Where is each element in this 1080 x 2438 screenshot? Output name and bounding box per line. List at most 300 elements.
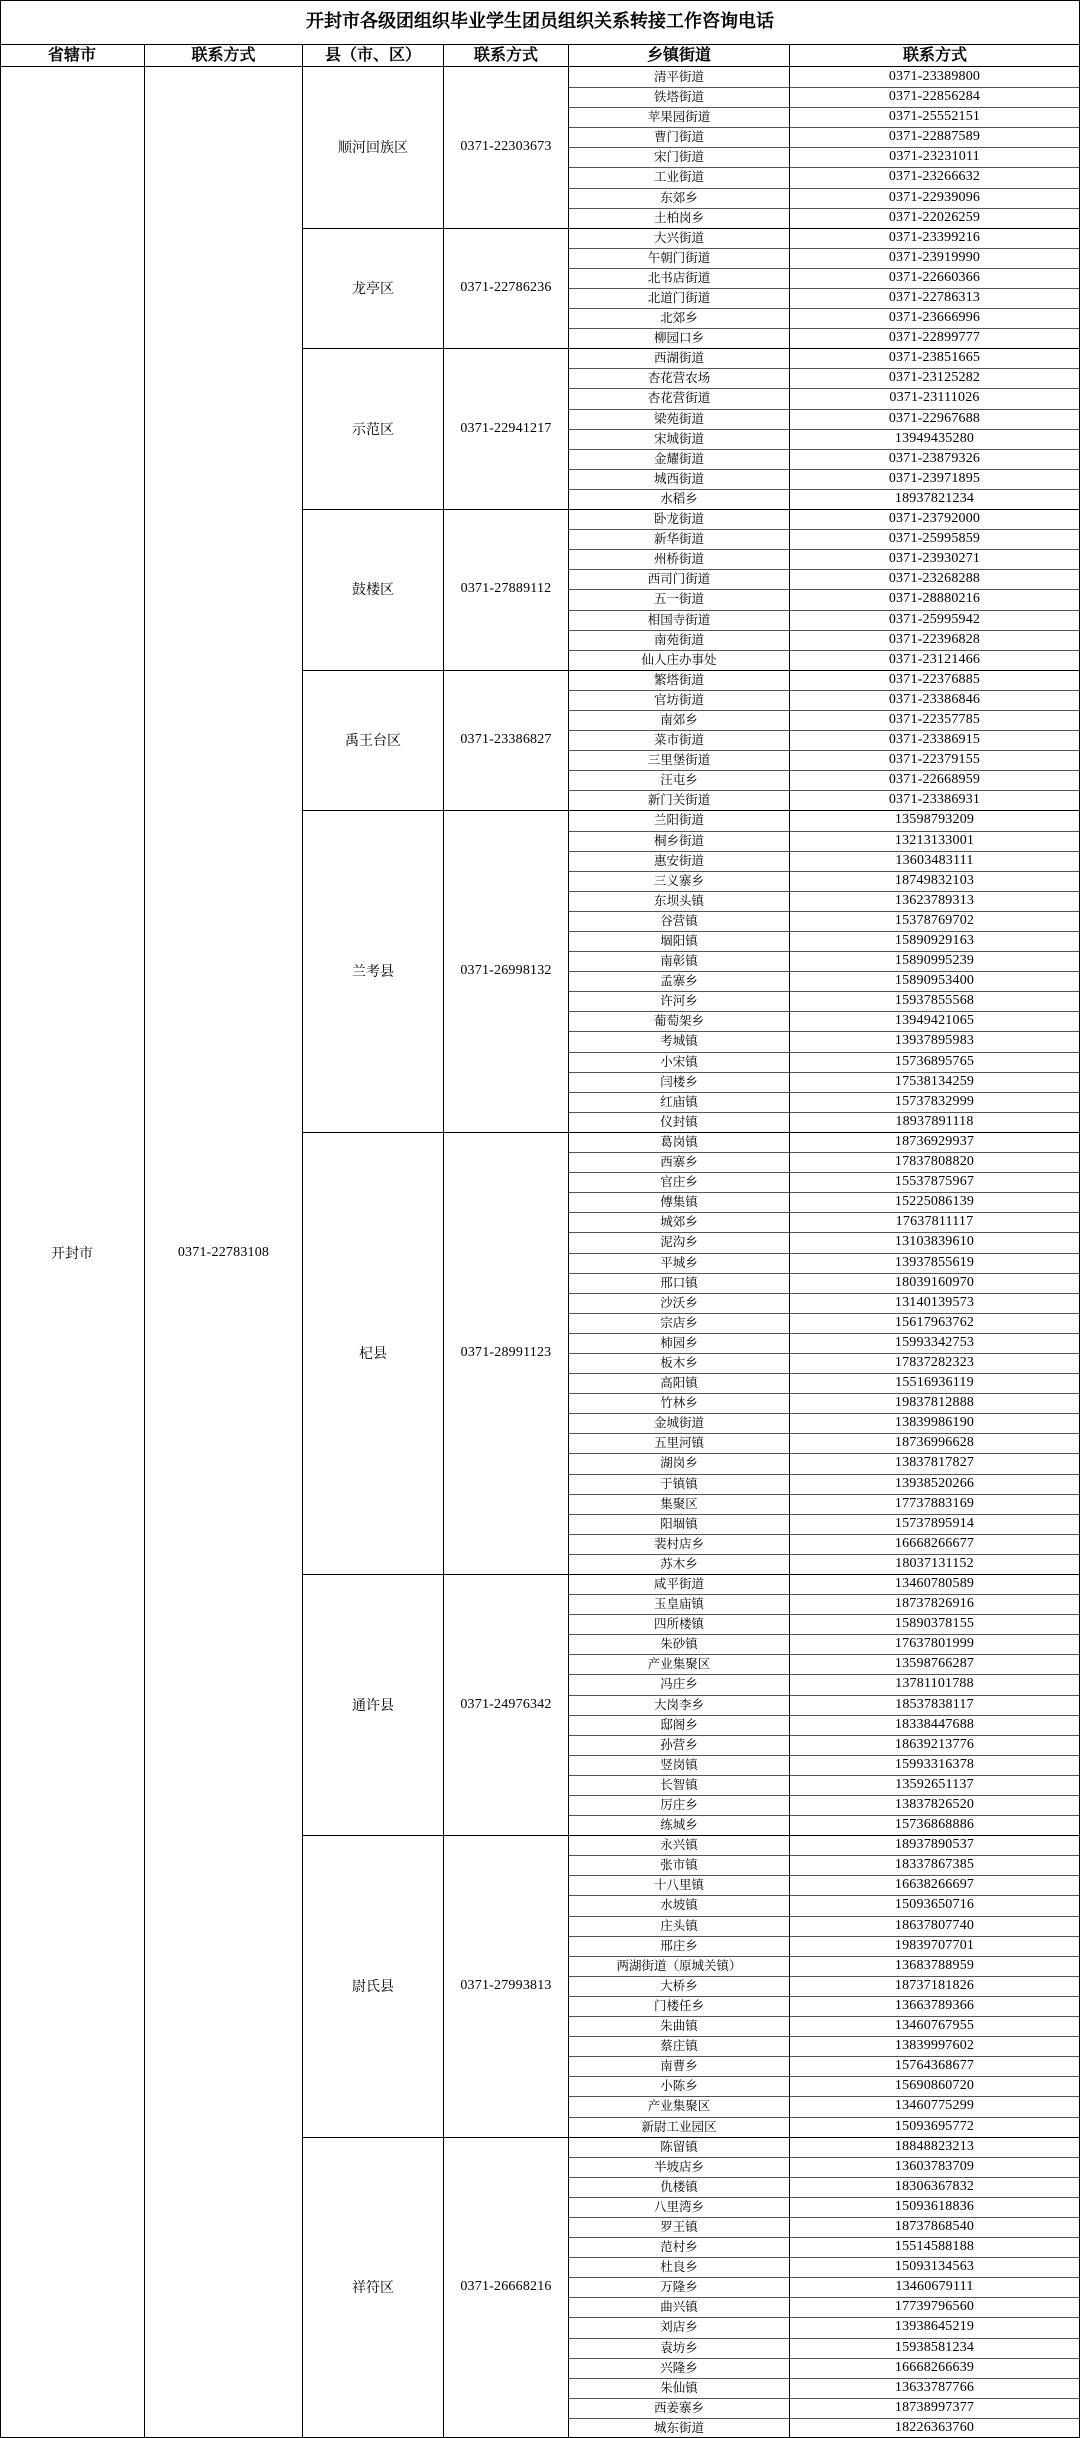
town-name: 兰阳街道	[653, 812, 704, 828]
district-phone: 0371-22786236	[460, 280, 552, 295]
row-divider	[568, 1594, 1079, 1595]
town-phone: 13938520266	[894, 1475, 975, 1491]
town-name: 五里河镇	[653, 1435, 704, 1451]
town-phone: 17837282323	[894, 1354, 975, 1370]
row-divider	[568, 2096, 1079, 2097]
town-phone: 15937855568	[894, 993, 975, 1009]
town-name: 南曹乡	[660, 2058, 698, 2074]
row-divider	[568, 1353, 1079, 1354]
row-divider	[568, 770, 1079, 771]
town-phone: 15938581234	[894, 2339, 975, 2355]
town-phone: 15378769702	[894, 912, 975, 928]
town-phone: 18937821234	[894, 490, 975, 506]
district-divider	[302, 1574, 1079, 1575]
town-name: 菜市街道	[653, 732, 704, 748]
row-divider	[568, 409, 1079, 410]
town-phone: 18039160970	[894, 1274, 975, 1290]
town-name: 杏花营街道	[647, 390, 711, 406]
town-name: 杜良乡	[660, 2259, 698, 2275]
row-divider	[568, 2378, 1079, 2379]
row-divider	[568, 2056, 1079, 2057]
town-phone: 18306367832	[894, 2178, 975, 2194]
row-divider	[568, 1031, 1079, 1032]
column-divider	[789, 44, 790, 2438]
header-district-phone: 联系方式	[473, 45, 538, 64]
town-name: 曲兴镇	[660, 2299, 698, 2315]
header-divider	[0, 66, 1080, 67]
town-phone: 13140139573	[894, 1294, 975, 1310]
row-divider	[568, 368, 1079, 369]
town-name: 卧龙街道	[653, 511, 704, 527]
row-divider	[568, 1413, 1079, 1414]
row-divider	[568, 1433, 1079, 1434]
row-divider	[568, 1313, 1079, 1314]
header-city: 省辖市	[47, 45, 96, 64]
town-phone: 15890995239	[894, 953, 975, 969]
town-name: 午朝门街道	[647, 249, 711, 265]
row-divider	[568, 268, 1079, 269]
town-phone: 0371-23266632	[888, 169, 981, 185]
row-divider	[568, 1634, 1079, 1635]
town-phone: 0371-23125282	[888, 370, 981, 386]
town-phone: 18337867385	[894, 1857, 975, 1873]
district-name: 禹王台区	[345, 733, 401, 750]
district-phone: 0371-28991123	[460, 1344, 552, 1360]
town-phone: 0371-23386846	[888, 691, 981, 707]
town-name: 集聚区	[660, 1495, 698, 1511]
row-divider	[568, 1895, 1079, 1896]
district-name: 祥符区	[352, 2280, 394, 2297]
row-divider	[568, 1072, 1079, 1073]
column-divider	[302, 44, 303, 2438]
town-phone: 15993316378	[894, 1756, 975, 1772]
town-phone: 15093695772	[894, 2118, 975, 2134]
town-phone: 15890953400	[894, 973, 975, 989]
town-phone: 0371-22357785	[888, 711, 981, 727]
town-phone: 15093134563	[894, 2259, 975, 2275]
row-divider	[568, 2317, 1079, 2318]
town-name: 金城街道	[653, 1415, 704, 1431]
town-phone: 0371-28880216	[888, 591, 981, 607]
town-name: 庄头镇	[660, 1917, 698, 1933]
town-name: 南苑街道	[653, 631, 704, 647]
town-name: 板木乡	[660, 1354, 698, 1370]
row-divider	[568, 188, 1079, 189]
row-divider	[568, 328, 1079, 329]
row-divider	[568, 1152, 1079, 1153]
town-name: 苹果园街道	[647, 109, 711, 125]
row-divider	[568, 2338, 1079, 2339]
row-divider	[568, 871, 1079, 872]
row-divider	[568, 1775, 1079, 1776]
row-divider	[568, 1715, 1079, 1716]
row-divider	[568, 147, 1079, 148]
town-name: 朱砂镇	[660, 1636, 698, 1652]
town-phone: 0371-25995942	[888, 611, 981, 627]
row-divider	[568, 469, 1079, 470]
row-divider	[568, 1936, 1079, 1937]
town-phone: 13598766287	[894, 1656, 975, 1672]
header-town-phone: 联系方式	[902, 45, 967, 64]
town-phone: 15516936119	[895, 1375, 974, 1391]
town-name: 西司门街道	[647, 571, 711, 587]
town-name: 铁塔街道	[653, 89, 704, 105]
row-divider	[568, 1916, 1079, 1917]
town-name: 邢庄乡	[660, 1937, 698, 1953]
town-phone: 18736929937	[894, 1133, 975, 1149]
town-phone: 0371-25552151	[888, 109, 981, 125]
town-name: 孟寨乡	[660, 973, 698, 989]
document-title: 开封市各级团组织毕业学生团员组织关系转接工作咨询电话	[0, 0, 1080, 45]
town-phone: 0371-22967688	[888, 410, 981, 426]
district-name: 顺河回族区	[338, 140, 408, 157]
row-divider	[568, 1735, 1079, 1736]
town-phone: 13949421065	[894, 1013, 975, 1029]
town-phone: 13460775299	[894, 2098, 975, 2114]
row-divider	[568, 951, 1079, 952]
town-phone: 13603483111	[895, 852, 974, 868]
town-phone: 13663789366	[894, 1997, 975, 2013]
city-name: 开封市	[51, 1245, 93, 1262]
town-phone: 13837826520	[894, 1797, 975, 1813]
row-divider	[568, 1253, 1079, 1254]
town-name: 高阳镇	[660, 1375, 698, 1391]
town-name: 大岗李乡	[653, 1696, 704, 1712]
town-name: 工业街道	[653, 169, 704, 185]
row-divider	[568, 529, 1079, 530]
town-phone: 13949435280	[894, 430, 975, 446]
town-phone: 16668266677	[894, 1535, 975, 1551]
row-divider	[568, 1855, 1079, 1856]
town-phone: 17739796560	[894, 2299, 975, 2315]
district-divider	[302, 810, 1079, 811]
district-divider	[302, 670, 1079, 671]
town-name: 小陈乡	[660, 2078, 698, 2094]
town-phone: 18037131152	[895, 1555, 974, 1571]
row-divider	[568, 2297, 1079, 2298]
town-phone: 18338447688	[894, 1716, 975, 1732]
town-phone: 15737832999	[894, 1093, 975, 1109]
town-name: 州桥街道	[653, 551, 704, 567]
town-phone: 0371-22379155	[888, 752, 981, 768]
town-name: 厉庄乡	[660, 1797, 698, 1813]
town-phone: 0371-22668959	[888, 772, 981, 788]
town-name: 范村乡	[660, 2239, 698, 2255]
town-phone: 18937891118	[895, 1113, 974, 1129]
district-phone: 0371-27889112	[460, 581, 552, 597]
town-name: 冯庄乡	[660, 1676, 698, 1692]
town-phone: 0371-23386931	[888, 792, 981, 808]
town-name: 相国寺街道	[647, 611, 711, 627]
town-phone: 0371-22939096	[888, 189, 981, 205]
row-divider	[568, 1474, 1079, 1475]
row-divider	[568, 1293, 1079, 1294]
row-divider	[568, 991, 1079, 992]
district-name: 兰考县	[352, 964, 394, 981]
row-divider	[568, 388, 1079, 389]
town-name: 许河乡	[660, 993, 698, 1009]
town-name: 刘店乡	[660, 2319, 698, 2335]
row-divider	[568, 2036, 1079, 2037]
town-name: 练城乡	[660, 1817, 698, 1833]
town-phone: 13781101788	[895, 1676, 974, 1692]
district-name: 尉氏县	[352, 1978, 394, 1995]
row-divider	[568, 2016, 1079, 2017]
town-phone: 18937890537	[894, 1837, 975, 1853]
town-phone: 18737868540	[894, 2218, 975, 2234]
town-phone: 15890929163	[894, 933, 975, 948]
district-divider	[302, 228, 1079, 229]
town-phone: 13683788959	[894, 1957, 975, 1973]
row-divider	[568, 2358, 1079, 2359]
town-name: 咸平街道	[653, 1575, 704, 1591]
town-name: 八里湾乡	[653, 2198, 704, 2214]
row-divider	[568, 1956, 1079, 1957]
row-divider	[568, 1212, 1079, 1213]
row-divider	[568, 1514, 1079, 1515]
town-name: 产业集聚区	[647, 1656, 711, 1672]
town-phone: 13839986190	[894, 1415, 975, 1431]
town-name: 产业集聚区	[647, 2098, 711, 2114]
town-phone: 17737883169	[894, 1495, 975, 1511]
row-divider	[568, 2398, 1079, 2399]
town-name: 竖岗镇	[660, 1756, 698, 1772]
town-phone: 13837817827	[894, 1455, 975, 1471]
row-divider	[568, 589, 1079, 590]
town-name: 宋门街道	[653, 149, 704, 165]
town-phone: 19839707701	[894, 1937, 975, 1953]
town-phone: 0371-22856284	[888, 89, 981, 105]
row-divider	[568, 1112, 1079, 1113]
town-phone: 0371-23930271	[888, 551, 981, 567]
town-name: 仙人庄办事处	[641, 651, 717, 667]
town-name: 门楼任乡	[653, 1997, 704, 2013]
town-name: 长智镇	[660, 1776, 698, 1792]
town-name: 堌阳镇	[660, 933, 698, 948]
row-divider	[568, 1695, 1079, 1696]
town-phone: 15890378155	[894, 1616, 975, 1632]
town-name: 新门关街道	[647, 792, 711, 808]
town-phone: 18738997377	[894, 2399, 975, 2415]
town-phone: 0371-22376885	[888, 671, 981, 687]
city-phone: 0371-22783108	[177, 1244, 270, 1260]
row-divider	[568, 87, 1079, 88]
row-divider	[568, 2237, 1079, 2238]
town-name: 阳堌镇	[660, 1515, 698, 1531]
town-name: 半坡店乡	[653, 2158, 704, 2174]
town-name: 曹门街道	[653, 129, 704, 145]
town-name: 罗王镇	[660, 2218, 698, 2234]
header-town: 乡镇街道	[646, 45, 711, 64]
row-divider	[568, 931, 1079, 932]
row-divider	[568, 167, 1079, 168]
town-phone: 0371-23399216	[888, 229, 981, 245]
town-name: 桐乡街道	[653, 832, 704, 848]
town-phone: 13937855619	[894, 1254, 975, 1270]
town-phone: 0371-23666996	[888, 310, 981, 326]
town-name: 仇楼镇	[660, 2178, 698, 2194]
town-name: 四所楼镇	[653, 1616, 704, 1632]
town-name: 南彰镇	[660, 953, 698, 969]
town-phone: 0371-22887589	[888, 129, 981, 145]
town-name: 金耀街道	[653, 450, 704, 466]
town-name: 大兴街道	[653, 229, 704, 245]
town-phone: 13598793209	[894, 812, 975, 828]
town-phone: 13213133001	[894, 832, 975, 848]
town-name: 官坊街道	[653, 691, 704, 707]
top-border	[0, 0, 1080, 1]
column-divider	[443, 44, 444, 2438]
district-phone: 0371-22303673	[460, 139, 552, 155]
town-name: 葡萄架乡	[653, 1013, 704, 1029]
row-divider	[568, 610, 1079, 611]
town-name: 沙沃乡	[660, 1294, 698, 1310]
district-divider	[302, 348, 1079, 349]
town-phone: 0371-22786313	[888, 290, 981, 306]
town-phone: 0371-23386915	[888, 732, 981, 748]
town-name: 张市镇	[660, 1857, 698, 1873]
row-divider	[568, 248, 1079, 249]
town-name: 傅集镇	[660, 1194, 698, 1210]
row-divider	[568, 1755, 1079, 1756]
header-city-phone: 联系方式	[191, 45, 256, 64]
row-divider	[568, 1393, 1079, 1394]
town-name: 城西街道	[653, 470, 704, 486]
town-name: 西湖街道	[653, 350, 704, 366]
row-divider	[568, 288, 1079, 289]
town-name: 柳园口乡	[653, 330, 704, 346]
row-divider	[568, 2117, 1079, 2118]
town-phone: 15617963762	[894, 1314, 975, 1330]
town-name: 宋城街道	[653, 430, 704, 446]
town-phone: 15736895765	[894, 1053, 975, 1069]
town-name: 湖岗乡	[660, 1455, 698, 1471]
town-name: 孙营乡	[660, 1736, 698, 1752]
town-phone: 15093618836	[894, 2198, 975, 2214]
town-phone: 17837808820	[894, 1154, 975, 1170]
town-name: 城东街道	[653, 2419, 704, 2435]
row-divider	[568, 690, 1079, 691]
town-phone: 15993342753	[894, 1334, 975, 1350]
town-phone: 18537838117	[895, 1696, 974, 1712]
row-divider	[568, 650, 1079, 651]
town-name: 水稻乡	[660, 490, 698, 506]
row-divider	[568, 831, 1079, 832]
row-divider	[568, 1815, 1079, 1816]
row-divider	[568, 1333, 1079, 1334]
column-divider	[0, 44, 1, 2438]
row-divider	[568, 2157, 1079, 2158]
town-phone: 15514588188	[894, 2239, 975, 2255]
town-name: 杏花营农场	[647, 370, 711, 386]
town-name: 谷营镇	[660, 912, 698, 928]
row-divider	[568, 630, 1079, 631]
town-name: 南郊乡	[660, 711, 698, 727]
row-divider	[568, 2418, 1079, 2419]
row-divider	[568, 1614, 1079, 1615]
row-divider	[568, 971, 1079, 972]
town-phone: 15736868886	[894, 1817, 975, 1833]
town-name: 东郊乡	[660, 189, 698, 205]
town-name: 朱仙镇	[660, 2379, 698, 2395]
town-name: 十八里镇	[653, 1877, 704, 1893]
town-name: 北道门街道	[647, 290, 711, 306]
row-divider	[568, 1373, 1079, 1374]
row-divider	[568, 308, 1079, 309]
town-phone: 18749832103	[894, 872, 975, 888]
town-phone: 13633787766	[894, 2379, 975, 2395]
row-divider	[568, 1674, 1079, 1675]
town-name: 红庙镇	[660, 1093, 698, 1109]
row-divider	[568, 1795, 1079, 1796]
row-divider	[568, 2277, 1079, 2278]
town-phone: 0371-23111026	[889, 390, 980, 406]
town-name: 官庄乡	[660, 1174, 698, 1190]
town-name: 土柏岗乡	[653, 209, 704, 225]
town-phone: 0371-23121466	[888, 651, 981, 667]
town-name: 汪屯乡	[660, 772, 698, 788]
town-phone: 15764368677	[894, 2058, 975, 2074]
town-phone: 13623789313	[894, 892, 975, 908]
row-divider	[568, 710, 1079, 711]
column-divider	[144, 44, 145, 2438]
row-divider	[568, 1976, 1079, 1977]
town-phone: 13937895983	[894, 1033, 975, 1049]
district-name: 示范区	[352, 421, 394, 438]
town-phone: 19837812888	[894, 1395, 975, 1411]
town-name: 三里堡街道	[647, 752, 711, 768]
town-phone: 13839997602	[894, 2038, 975, 2054]
district-phone: 0371-24976342	[460, 1696, 552, 1712]
town-name: 万隆乡	[660, 2279, 698, 2295]
town-name: 北郊乡	[660, 310, 698, 326]
row-divider	[568, 911, 1079, 912]
row-divider	[568, 1192, 1079, 1193]
town-phone: 18226363760	[894, 2419, 975, 2435]
town-name: 邢口镇	[660, 1274, 698, 1290]
town-phone: 13938645219	[894, 2319, 975, 2335]
town-phone: 0371-22899777	[888, 330, 981, 346]
town-phone: 18737181826	[894, 1977, 975, 1993]
town-phone: 0371-23879326	[888, 450, 981, 466]
district-phone: 0371-27993813	[460, 1977, 552, 1993]
town-phone: 15690860720	[894, 2078, 975, 2094]
town-name: 惠安街道	[653, 852, 704, 868]
town-phone: 0371-23268288	[888, 571, 981, 587]
town-name: 蔡庄镇	[660, 2038, 698, 2054]
town-name: 裴村店乡	[653, 1535, 704, 1551]
row-divider	[568, 851, 1079, 852]
town-name: 两湖街道（原城关镇）	[616, 1957, 742, 1973]
row-divider	[568, 891, 1079, 892]
town-name: 平城乡	[660, 1254, 698, 1270]
district-divider	[302, 2137, 1079, 2138]
row-divider	[568, 2257, 1079, 2258]
town-name: 清平街道	[653, 69, 704, 84]
row-divider	[568, 569, 1079, 570]
town-phone: 13460767955	[894, 2018, 975, 2034]
district-name: 通许县	[352, 1697, 394, 1714]
row-divider	[568, 1875, 1079, 1876]
town-phone: 18736996628	[894, 1435, 975, 1451]
row-divider	[568, 2217, 1079, 2218]
town-name: 三义寨乡	[653, 872, 704, 888]
town-name: 陈留镇	[660, 2138, 698, 2154]
town-name: 考城镇	[660, 1033, 698, 1049]
town-name: 柿园乡	[660, 1334, 698, 1350]
town-phone: 15737895914	[894, 1515, 975, 1531]
row-divider	[568, 1232, 1079, 1233]
